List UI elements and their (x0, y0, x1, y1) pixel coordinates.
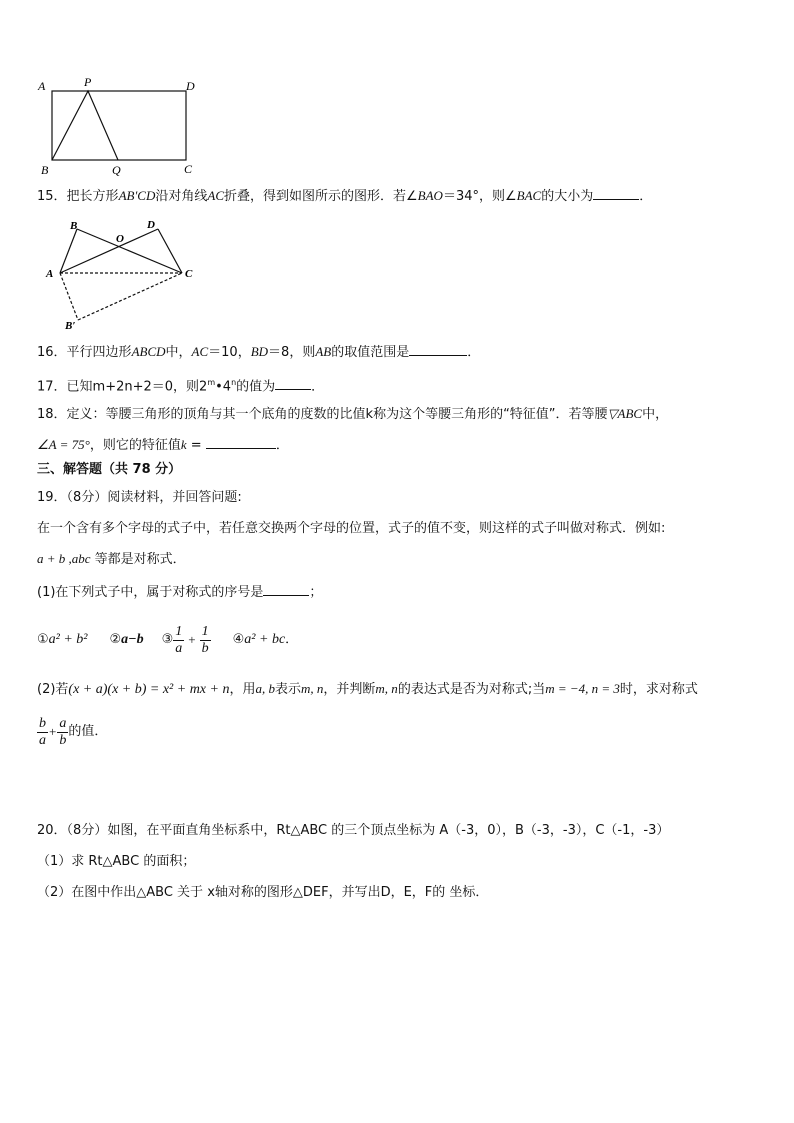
question-19-options: ① a² + b² ② a−b ③ $\frac{1}{a}$ + $\frac{1}{b}$ ④ a² + bc ． (37, 623, 299, 656)
label-d: D (186, 79, 195, 93)
question-19-example: a + b ,abc 等都是对称式． (37, 551, 186, 567)
answer-blank[interactable] (409, 343, 467, 356)
triangle-pbq (52, 91, 118, 160)
fraction: $\frac{b}{a}$ (39, 715, 46, 748)
label-o: O (116, 233, 124, 245)
answer-blank[interactable] (593, 187, 639, 200)
question-19-material: 在一个含有多个字母的式子中，若任意交换两个字母的位置，式子的值不变，则这样的式子叫做对称式．例如: (37, 521, 666, 536)
answer-blank[interactable] (263, 583, 309, 596)
rectangle-abcd (52, 91, 186, 160)
question-20: 20．（8分）如图，在平面直角坐标系中，Rt△ABC 的三个顶点坐标为 A（-3，0），B（-3，-3），C（-1，-3） (37, 823, 670, 838)
question-19-part2: (2)若(x + a)(x + b) = x² + mx + n，用a, b表示m, n，并判断m, n的表达式是否为对称式;当m = −4, n = 3时，求对称式 (37, 681, 698, 697)
label-p: P (84, 75, 92, 89)
answer-blank[interactable] (206, 436, 276, 449)
fold-figure (40, 215, 210, 335)
answer-blank[interactable] (275, 377, 311, 390)
label-a: A (46, 268, 54, 280)
label-c: C (185, 268, 193, 280)
label-b: B (70, 220, 78, 232)
fraction: $\frac{1}{a}$ (175, 623, 183, 656)
question-19-part1: (1)在下列式子中，属于对称式的序号是 ； (37, 585, 323, 600)
question-19-part2-line2: $\frac{b}{a}$ + $\frac{a}{b}$ 的值． (39, 715, 108, 748)
label-a: A (38, 79, 46, 93)
label-b: B (41, 163, 49, 177)
label-q: Q (112, 163, 121, 177)
question-16: 16．平行四边形ABCD中，AC＝10，BD＝8，则AB的取值范围是 ． (37, 344, 481, 360)
rectangle-figure (30, 72, 230, 182)
question-15: 15．把长方形AB′CD沿对角线AC折叠，得到如图所示的图形．若∠BAO＝34°，则∠BAC的大小为 ． (37, 188, 653, 204)
section-title: 三、解答题（共 78 分） (37, 462, 182, 477)
question-20-part2: （2）在图中作出△ABC 关于 x轴对称的图形△DEF，并写出D，E，F的 坐标． (37, 885, 489, 900)
question-number: 15． (37, 189, 67, 204)
label-c: C (184, 162, 193, 176)
question-18-line2: ∠A = 75°，则它的特征值k = ． (37, 437, 289, 453)
fraction: $\frac{a}{b}$ (59, 715, 67, 748)
label-b-prime: B′ (65, 320, 76, 332)
question-17: 17．已知m+2n+2＝0，则2$^m$•4$^n$的值为 ． (37, 378, 325, 395)
fraction: $\frac{1}{b}$ (201, 623, 209, 656)
question-20-part1: （1）求 Rt△ABC 的面积； (37, 854, 196, 869)
question-18: 18．定义：等腰三角形的顶角与其一个底角的度数的比值k称为这个等腰三角形的“特征值”．若等腰▽ABC中， (37, 406, 669, 422)
label-d: D (147, 219, 155, 231)
question-19-intro: 19．（8分）阅读材料，并回答问题: (37, 490, 242, 505)
